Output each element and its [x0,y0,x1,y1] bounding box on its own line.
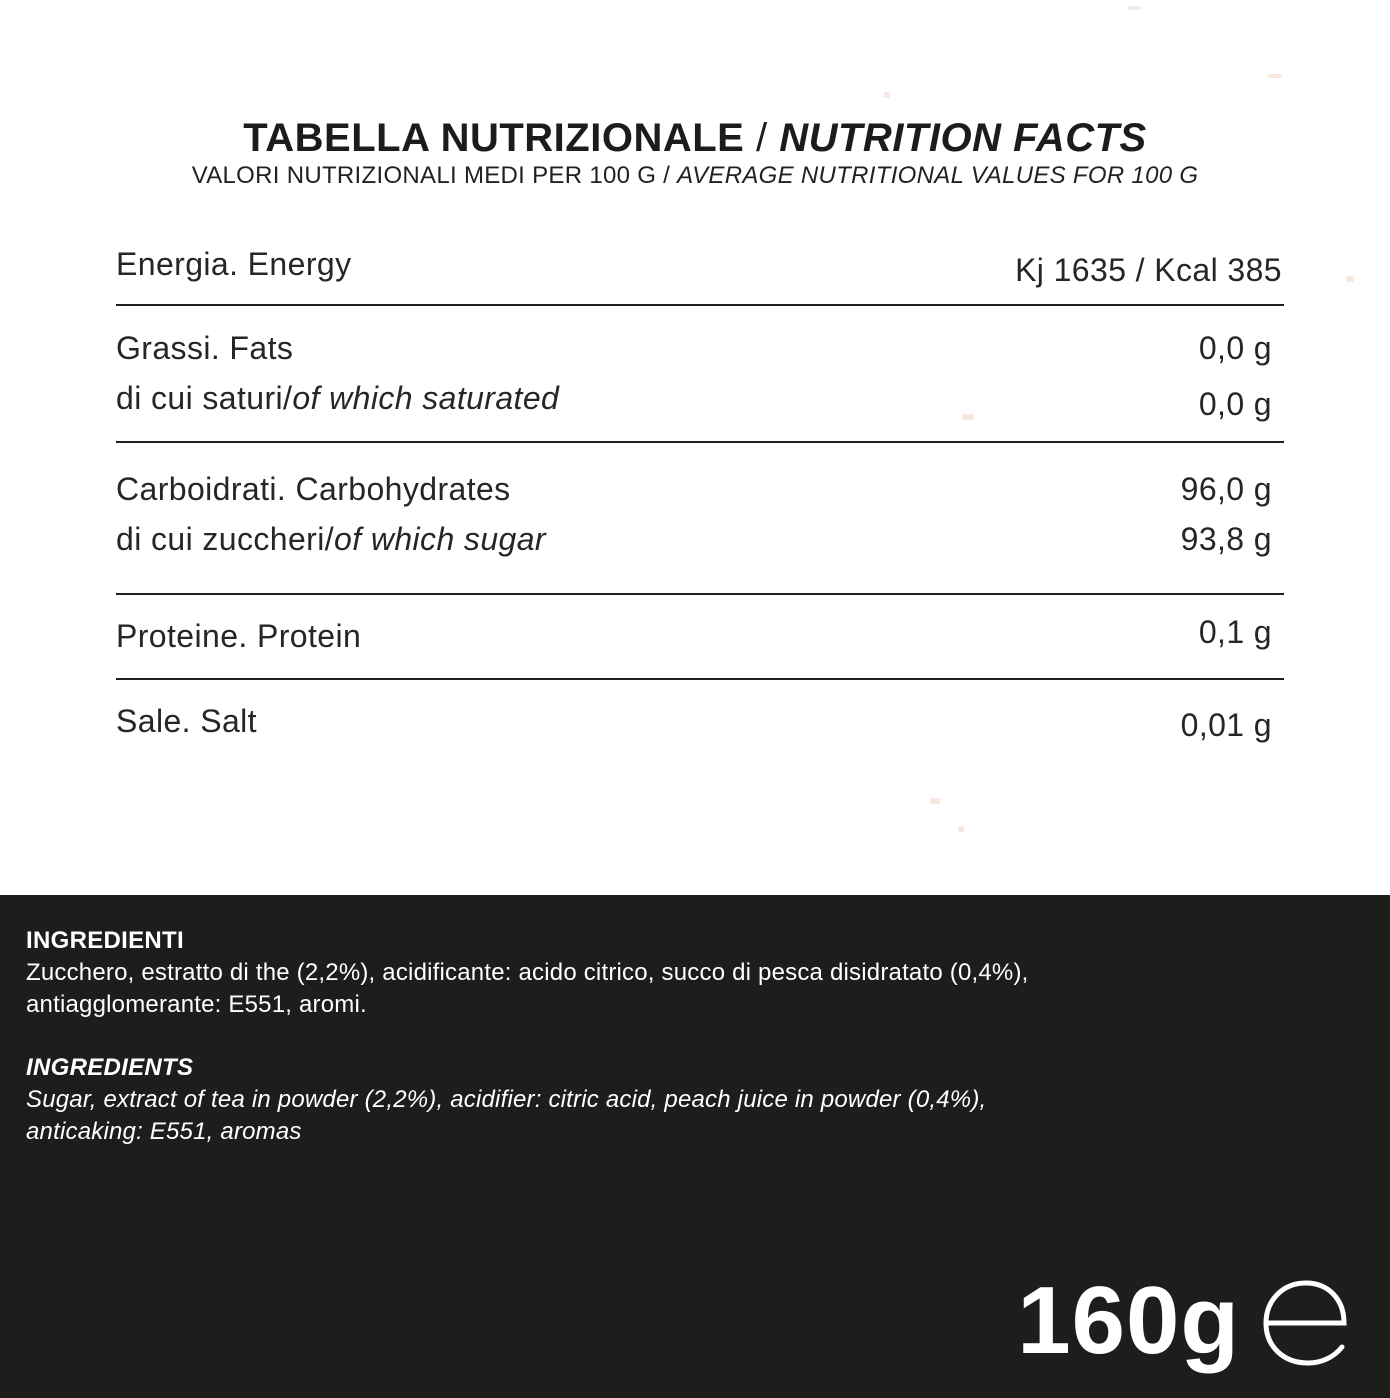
salt-value: 0,01 g [1180,707,1272,743]
protein-label: Proteine. Protein [116,618,362,654]
saturated-label-english: of which saturated [292,380,560,416]
decor-speck [930,798,940,804]
divider [116,441,1284,443]
saturated-label [116,380,559,417]
decor-speck [884,92,890,98]
saturated-value: 0,0 g [1198,386,1272,422]
sugar-label [116,521,546,558]
energy-value: Kj 1635 / Kcal 385 [1015,252,1282,288]
estimated-e-icon [1258,1275,1354,1376]
net-weight: 160g [1017,1267,1240,1374]
salt-label: Sale. Salt [116,703,257,739]
ingredients-english-line: anticaking: E551, aromas [26,1118,302,1145]
decor-speck [1268,74,1282,78]
title-italian: TABELLA NUTRIZIONALE [243,116,745,160]
ingredients-text-english [26,1084,1326,1148]
decor-speck [1128,6,1140,10]
sugar-label-italian: di cui zuccheri/ [116,521,335,557]
ingredients-heading-english: INGREDIENTS [26,1054,194,1081]
nutrition-row-carbs [116,471,1272,517]
divider [116,678,1284,680]
protein-value: 0,1 g [1198,614,1272,650]
decor-speck [1346,276,1354,282]
page-subtitle [0,162,1390,190]
nutrition-row-sugar [116,521,1272,567]
nutrition-row-fats [116,330,1272,376]
ingredients-text-italian [26,957,1326,1021]
decor-speck [958,826,964,832]
fats-value: 0,0 g [1198,330,1272,366]
page-title [0,116,1390,161]
saturated-label-italian: di cui saturi/ [116,380,293,416]
subtitle-italian: VALORI NUTRIZIONALI MEDI PER 100 G / [191,162,671,189]
carbs-label: Carboidrati. Carbohydrates [116,471,511,507]
sugar-label-english: of which sugar [334,521,546,557]
ingredients-panel [0,895,1390,1398]
subtitle-english: AVERAGE NUTRITIONAL VALUES FOR 100 G [677,162,1199,189]
energy-label: Energia. Energy [116,246,352,282]
nutrition-row-saturated [116,380,1272,426]
title-separator: / [755,116,768,160]
nutrition-row-salt [116,703,1272,749]
carbs-value: 96,0 g [1180,471,1272,507]
ingredients-english-line: Sugar, extract of tea in powder (2,2%), acidifier: citric acid, peach juice in powder (0,4%), [26,1086,987,1113]
nutrition-row-energy [116,246,1282,292]
ingredients-heading-italian: INGREDIENTI [26,927,184,954]
fats-label: Grassi. Fats [116,330,294,366]
divider [116,593,1284,595]
ingredients-italian-line: antiagglomerante: E551, aromi. [26,991,367,1018]
nutrition-row-protein [116,614,1272,664]
title-english: NUTRITION FACTS [779,116,1147,160]
ingredients-italian-line: Zucchero, estratto di the (2,2%), acidificante: acido citrico, succo di pesca disidratato (0,4%), [26,959,1029,986]
sugar-value: 93,8 g [1180,521,1272,557]
divider [116,304,1284,306]
